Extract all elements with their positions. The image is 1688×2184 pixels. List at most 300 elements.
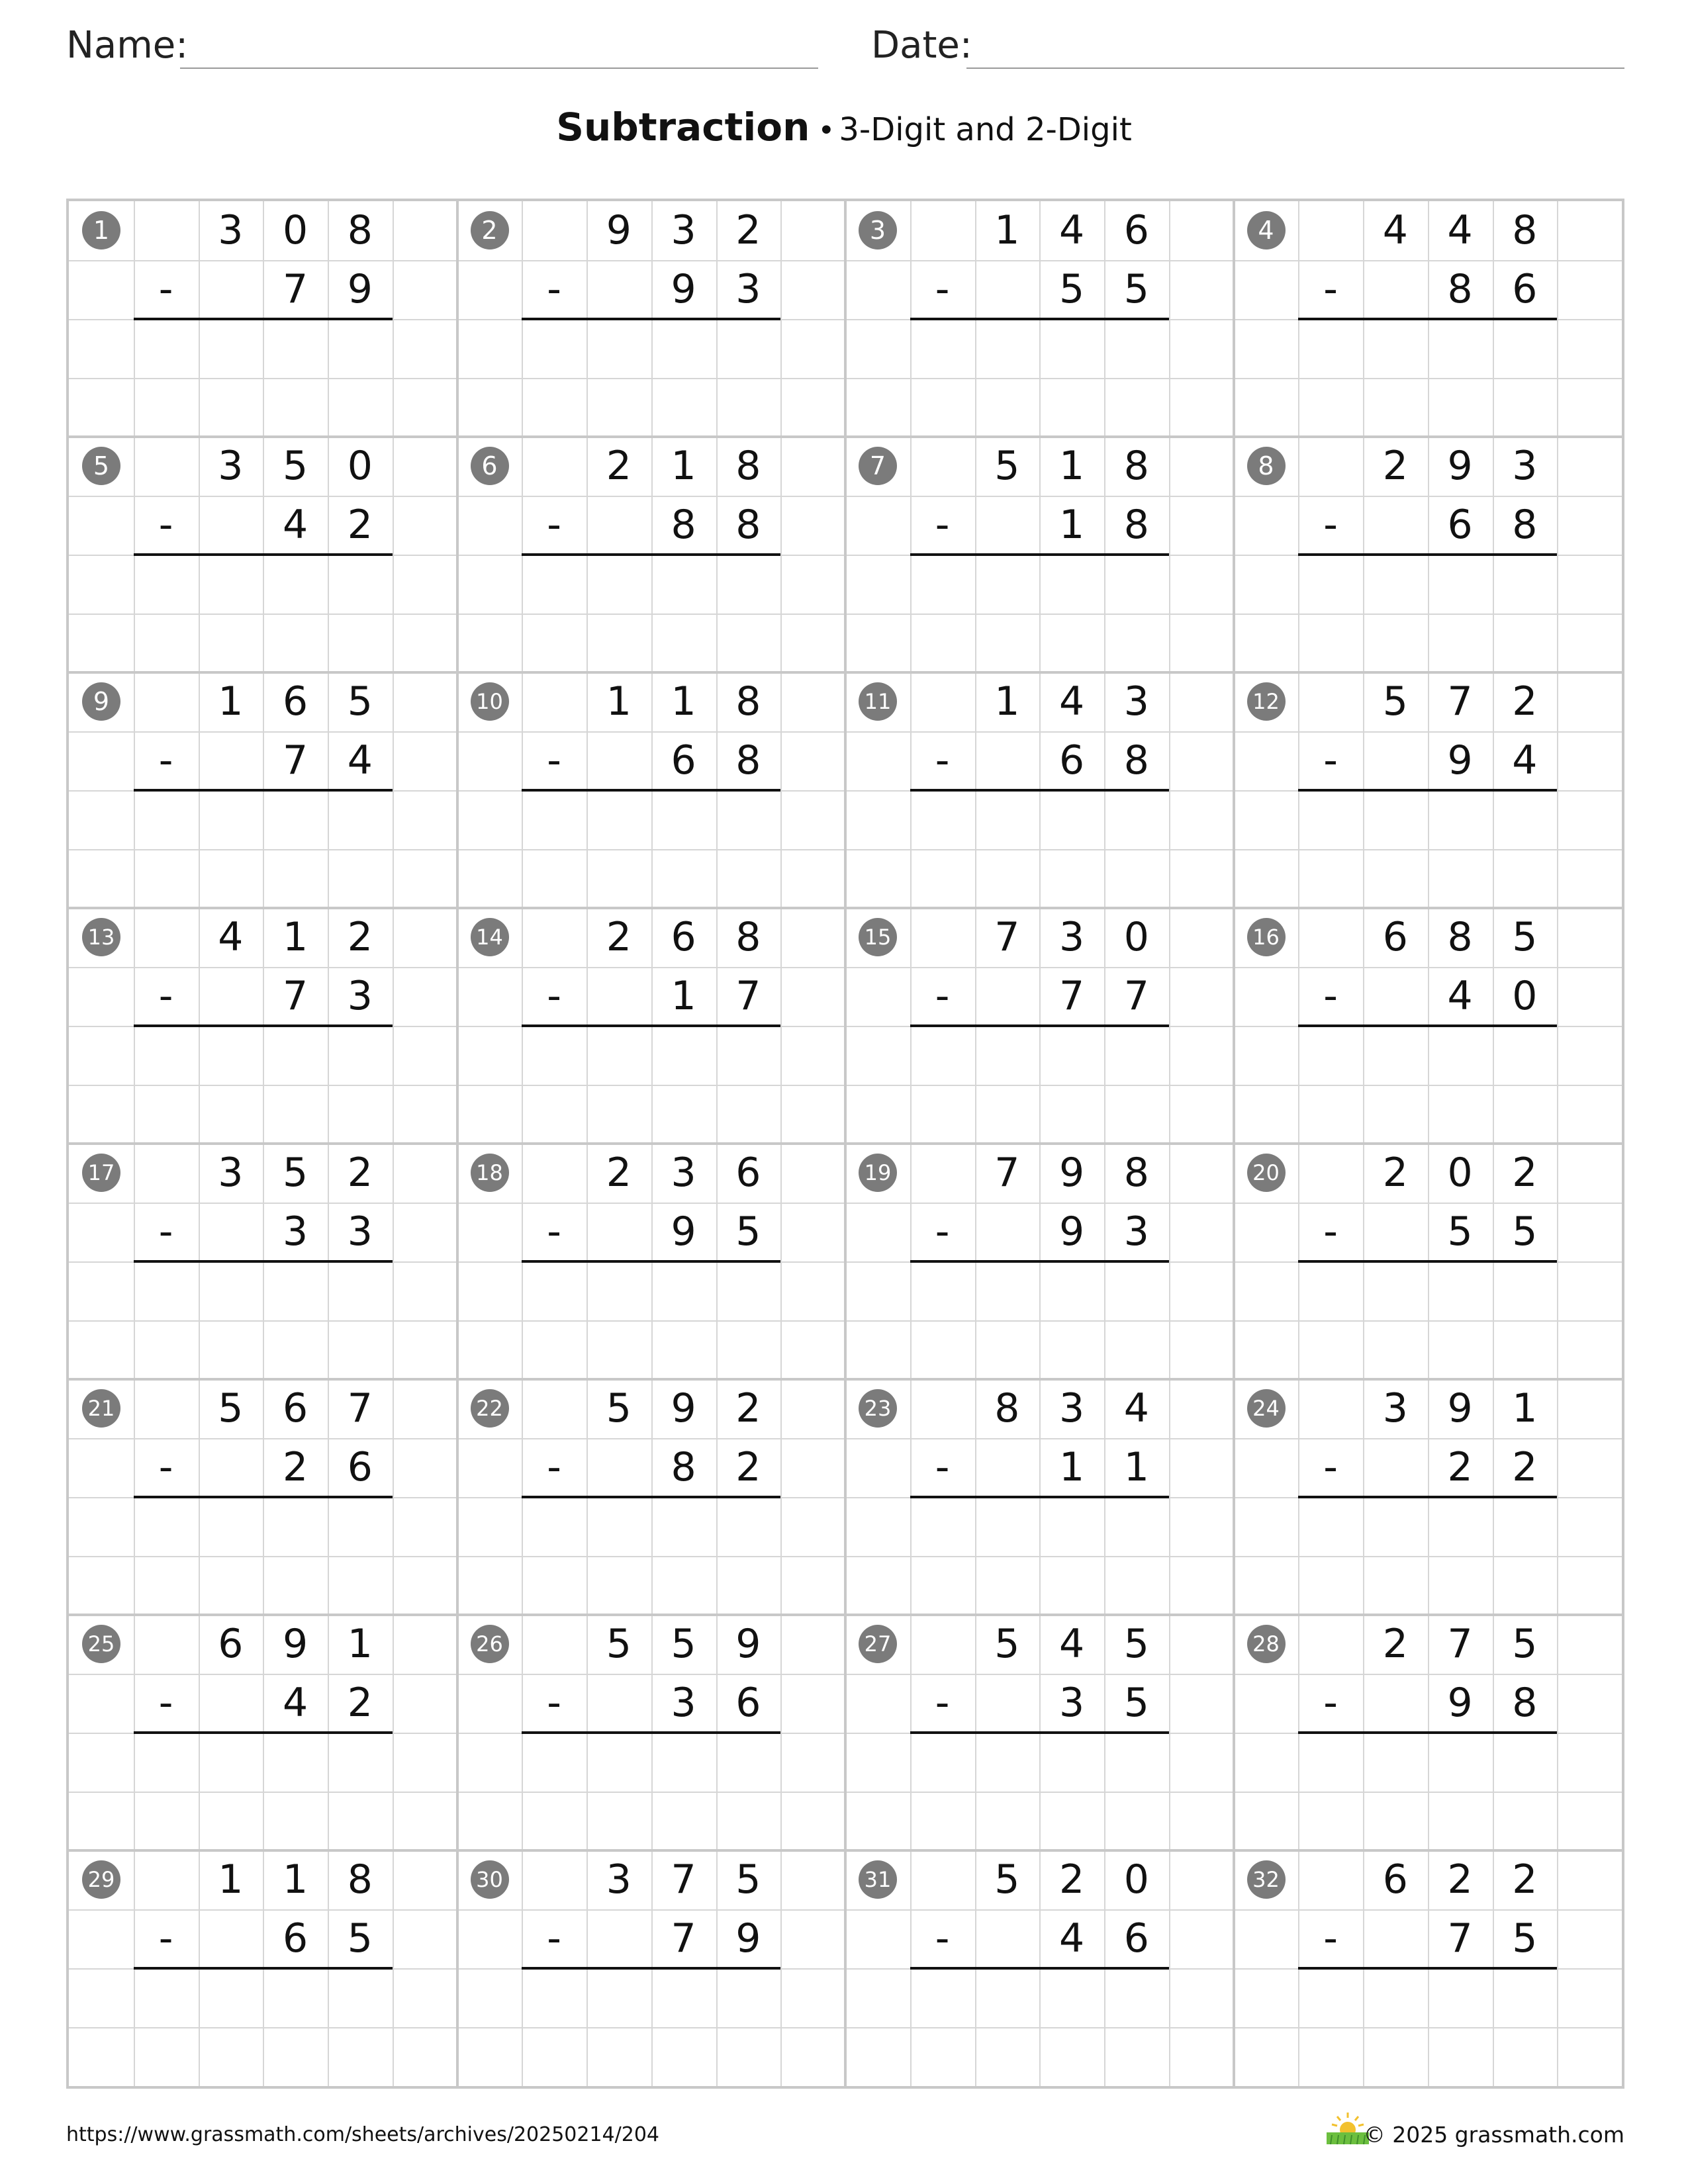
worksheet-title [0, 105, 1688, 150]
problem-number-badge: 19 [859, 1154, 897, 1192]
problem-separator [456, 1379, 459, 1615]
minuend-digit: 6 [735, 1150, 761, 1196]
minuend-digit: 1 [283, 1856, 308, 1903]
minuend-digit: 3 [218, 207, 244, 253]
grid-line [457, 1792, 846, 1793]
problem-separator [456, 1144, 459, 1379]
subtrahend-digit: 7 [1059, 973, 1085, 1019]
problem-separator [1233, 437, 1235, 672]
problem-number-badge: 23 [859, 1389, 897, 1428]
problem-cell [69, 201, 457, 437]
problem-cell [457, 201, 846, 437]
subtrahend-digit: 4 [283, 1680, 308, 1726]
footer-copyright: © 2025 grassmath.com [1363, 2122, 1624, 2148]
problem-separator [844, 1850, 847, 2086]
subtrahend-digit: 2 [735, 1444, 761, 1490]
answer-area[interactable] [1298, 1263, 1557, 1319]
problem-cell [845, 201, 1234, 437]
subtrahend-digit: 8 [1512, 502, 1538, 548]
minuend-digit: 6 [1123, 207, 1149, 253]
minuend-digit: 3 [1382, 1385, 1408, 1432]
minus-sign: - [547, 502, 561, 548]
problem-separator [844, 1379, 847, 1615]
subtrahend-digit: 8 [735, 737, 761, 784]
problem-separator [844, 1615, 847, 1850]
minuend-digit: 5 [735, 1856, 761, 1903]
subtrahend-digit: 1 [671, 973, 696, 1019]
answer-area[interactable] [134, 320, 393, 377]
date-label: Date: [871, 24, 972, 67]
minuend-digit: 3 [1059, 1385, 1085, 1432]
minuend-digit: 9 [606, 207, 632, 253]
grid-line [69, 1320, 457, 1322]
problem-separator [456, 1615, 459, 1850]
problem-separator [844, 672, 847, 908]
problem-cell [69, 908, 457, 1144]
minus-sign: - [158, 1208, 173, 1255]
minuend-digit: 4 [1382, 207, 1408, 253]
problem-cell [457, 1850, 846, 2086]
problem-number-badge: 7 [859, 447, 897, 485]
minuend-digit: 0 [1123, 1856, 1149, 1903]
minuend-digit: 8 [735, 678, 761, 725]
problem-number-badge: 16 [1247, 918, 1286, 956]
minus-sign: - [935, 502, 950, 548]
subtrahend-digit: 2 [347, 1680, 373, 1726]
grid-line [69, 1085, 457, 1086]
answer-area[interactable] [522, 1498, 780, 1555]
answer-area[interactable] [910, 792, 1169, 848]
grid-line [457, 614, 846, 615]
minus-sign: - [935, 1915, 950, 1962]
subtrahend-digit: 1 [1059, 502, 1085, 548]
subtrahend-digit: 1 [1059, 1444, 1085, 1490]
answer-area[interactable] [910, 1498, 1169, 1555]
minus-sign: - [547, 1208, 561, 1255]
minus-sign: - [935, 737, 950, 784]
minuend-digit: 8 [1447, 914, 1473, 960]
minuend-digit: 7 [994, 914, 1020, 960]
minuend-digit: 8 [735, 914, 761, 960]
problem-cell [69, 437, 457, 672]
grid-line [845, 1320, 1234, 1322]
problem-cell [845, 1379, 1234, 1615]
subtrahend-digit: 2 [283, 1444, 308, 1490]
minuend-digit: 2 [1447, 1856, 1473, 1903]
minuend-digit: 5 [1123, 1621, 1149, 1667]
problem-number-badge: 28 [1247, 1625, 1286, 1663]
subtrahend-digit: 6 [1059, 737, 1085, 784]
minuend-digit: 4 [218, 914, 244, 960]
problem-number-badge: 27 [859, 1625, 897, 1663]
answer-area[interactable] [522, 1734, 780, 1790]
problem-number-badge: 17 [82, 1154, 120, 1192]
subtrahend-digit: 3 [347, 973, 373, 1019]
subtrahend-digit: 3 [735, 266, 761, 312]
minuend-digit: 3 [1123, 678, 1149, 725]
problem-separator [456, 437, 459, 672]
minus-sign: - [158, 1915, 173, 1962]
minuend-digit: 5 [994, 443, 1020, 489]
grid-line [457, 2027, 846, 2028]
minus-sign: - [1323, 1208, 1338, 1255]
minuend-digit: 3 [1059, 914, 1085, 960]
minus-sign: - [935, 266, 950, 312]
subtrahend-digit: 9 [1447, 1680, 1473, 1726]
answer-area[interactable] [522, 320, 780, 377]
problem-cell [457, 437, 846, 672]
grid-line [1234, 614, 1622, 615]
minuend-digit: 6 [283, 1385, 308, 1432]
grid-line [69, 614, 457, 615]
grid-line [845, 849, 1234, 850]
grid-line [69, 1792, 457, 1793]
grid-line [1234, 1556, 1622, 1557]
minuend-digit: 3 [606, 1856, 632, 1903]
grid-line [1234, 378, 1622, 379]
minuend-digit: 8 [347, 1856, 373, 1903]
subtrahend-digit: 9 [1059, 1208, 1085, 1255]
problem-number-badge: 14 [471, 918, 509, 956]
problem-cell [69, 1850, 457, 2086]
subtrahend-digit: 3 [347, 1208, 373, 1255]
problem-cell [457, 908, 846, 1144]
problem-cell [1234, 1850, 1622, 2086]
problem-separator [1233, 1144, 1235, 1379]
problem-number-badge: 18 [471, 1154, 509, 1192]
subtrahend-digit: 5 [1123, 266, 1149, 312]
problem-number-badge: 31 [859, 1860, 897, 1899]
date-field-line[interactable] [966, 68, 1624, 69]
subtrahend-digit: 7 [1447, 1915, 1473, 1962]
minuend-digit: 6 [1382, 914, 1408, 960]
problem-cell [69, 1379, 457, 1615]
problem-number-badge: 20 [1247, 1154, 1286, 1192]
problem-number-badge: 10 [471, 682, 509, 721]
answer-area[interactable] [134, 1263, 393, 1319]
problem-separator [1233, 201, 1235, 437]
problem-separator [456, 672, 459, 908]
minuend-digit: 6 [671, 914, 696, 960]
minuend-digit: 7 [1447, 1621, 1473, 1667]
minuend-digit: 2 [1059, 1856, 1085, 1903]
minus-sign: - [158, 266, 173, 312]
subtrahend-digit: 7 [1123, 973, 1149, 1019]
minuend-digit: 5 [283, 1150, 308, 1196]
minus-sign: - [547, 1444, 561, 1490]
answer-area[interactable] [1298, 1734, 1557, 1790]
answer-area[interactable] [134, 1734, 393, 1790]
problem-cell [69, 1144, 457, 1379]
problem-cell [845, 437, 1234, 672]
minuend-digit: 9 [671, 1385, 696, 1432]
minuend-digit: 4 [1447, 207, 1473, 253]
grid-line [845, 1792, 1234, 1793]
minus-sign: - [1323, 1444, 1338, 1490]
minuend-digit: 2 [1382, 1621, 1408, 1667]
problem-number-badge: 12 [1247, 682, 1286, 721]
minuend-digit: 5 [606, 1621, 632, 1667]
problem-cell [845, 672, 1234, 908]
subtrahend-digit: 9 [347, 266, 373, 312]
grid-line [457, 378, 846, 379]
problem-cell [457, 1615, 846, 1850]
minuend-digit: 0 [283, 207, 308, 253]
problem-separator [844, 201, 847, 437]
subtrahend-digit: 0 [1512, 973, 1538, 1019]
minuend-digit: 9 [1447, 443, 1473, 489]
answer-area[interactable] [1298, 1498, 1557, 1555]
minuend-digit: 2 [1512, 678, 1538, 725]
subtrahend-digit: 8 [671, 502, 696, 548]
subtrahend-digit: 7 [283, 266, 308, 312]
minus-sign: - [1323, 973, 1338, 1019]
subtrahend-digit: 3 [1059, 1680, 1085, 1726]
problem-separator [844, 437, 847, 672]
minus-sign: - [547, 266, 561, 312]
problem-number-badge: 30 [471, 1860, 509, 1899]
subtrahend-digit: 4 [1447, 973, 1473, 1019]
answer-area[interactable] [522, 556, 780, 612]
grid-line [457, 1556, 846, 1557]
minuend-digit: 5 [671, 1621, 696, 1667]
grid-line [457, 849, 846, 850]
grid-line [1234, 849, 1622, 850]
problem-number-badge: 6 [471, 447, 509, 485]
problem-cell [457, 672, 846, 908]
minuend-digit: 9 [1059, 1150, 1085, 1196]
subtrahend-digit: 6 [671, 737, 696, 784]
subtrahend-digit: 2 [347, 502, 373, 548]
answer-area[interactable] [1298, 1970, 1557, 2026]
problem-number-badge: 3 [859, 211, 897, 250]
footer-url: https://www.grassmath.com/sheets/archives/20250214/204 [66, 2123, 660, 2146]
problem-cell [1234, 201, 1622, 437]
problem-number-badge: 25 [82, 1625, 120, 1663]
grid-line [1234, 2027, 1622, 2028]
answer-area[interactable] [134, 1498, 393, 1555]
subtrahend-digit: 6 [1123, 1915, 1149, 1962]
problem-separator [844, 1144, 847, 1379]
minuend-digit: 9 [283, 1621, 308, 1667]
minuend-digit: 2 [735, 207, 761, 253]
minus-sign: - [547, 973, 561, 1019]
problem-separator [1233, 908, 1235, 1144]
grid-line [845, 1556, 1234, 1557]
subtrahend-digit: 6 [1447, 502, 1473, 548]
problem-cell [69, 672, 457, 908]
problem-number-badge: 15 [859, 918, 897, 956]
grid-line [845, 378, 1234, 379]
answer-area[interactable] [522, 792, 780, 848]
problem-number-badge: 5 [82, 447, 120, 485]
title-main: Subtraction [556, 105, 810, 150]
subtrahend-digit: 5 [347, 1915, 373, 1962]
grid-line [845, 2027, 1234, 2028]
problem-cell [1234, 1615, 1622, 1850]
problem-number-badge: 8 [1247, 447, 1286, 485]
problem-cell [69, 1615, 457, 1850]
minuend-digit: 3 [218, 443, 244, 489]
answer-area[interactable] [910, 1027, 1169, 1083]
problem-cell [1234, 908, 1622, 1144]
problem-cell [845, 908, 1234, 1144]
problem-number-badge: 9 [82, 682, 120, 721]
minuend-digit: 9 [735, 1621, 761, 1667]
minuend-digit: 1 [994, 678, 1020, 725]
subtrahend-digit: 5 [1059, 266, 1085, 312]
subtrahend-digit: 8 [671, 1444, 696, 1490]
minuend-digit: 1 [218, 678, 244, 725]
minuend-digit: 8 [347, 207, 373, 253]
minuend-digit: 2 [606, 1150, 632, 1196]
minuend-digit: 7 [1447, 678, 1473, 725]
minuend-digit: 8 [735, 443, 761, 489]
minuend-digit: 2 [347, 1150, 373, 1196]
minuend-digit: 2 [1512, 1150, 1538, 1196]
minuend-digit: 8 [1512, 207, 1538, 253]
subtrahend-digit: 5 [1512, 1208, 1538, 1255]
subtrahend-digit: 4 [1512, 737, 1538, 784]
minus-sign: - [158, 1444, 173, 1490]
answer-area[interactable] [134, 1027, 393, 1083]
subtrahend-digit: 4 [347, 737, 373, 784]
minuend-digit: 8 [994, 1385, 1020, 1432]
answer-area[interactable] [1298, 320, 1557, 377]
minuend-digit: 2 [1382, 443, 1408, 489]
problem-number-badge: 22 [471, 1389, 509, 1428]
subtrahend-digit: 8 [1123, 737, 1149, 784]
minuend-digit: 5 [606, 1385, 632, 1432]
grid-line [1234, 1085, 1622, 1086]
minuend-digit: 5 [218, 1385, 244, 1432]
problem-separator [844, 908, 847, 1144]
minus-sign: - [1323, 737, 1338, 784]
problem-separator [456, 908, 459, 1144]
name-field-line[interactable] [180, 68, 818, 69]
subtrahend-digit: 6 [735, 1680, 761, 1726]
subtrahend-digit: 3 [671, 1680, 696, 1726]
subtrahend-digit: 9 [671, 1208, 696, 1255]
answer-area[interactable] [1298, 556, 1557, 612]
minus-sign: - [935, 1208, 950, 1255]
subtrahend-digit: 5 [1123, 1680, 1149, 1726]
grid-line [69, 1556, 457, 1557]
minus-sign: - [158, 1680, 173, 1726]
answer-area[interactable] [910, 1263, 1169, 1319]
subtrahend-digit: 7 [735, 973, 761, 1019]
problem-separator [1233, 1379, 1235, 1615]
grid-line [1234, 1792, 1622, 1793]
problem-cell [845, 1144, 1234, 1379]
minuend-digit: 1 [218, 1856, 244, 1903]
subtrahend-digit: 9 [735, 1915, 761, 1962]
answer-area[interactable] [522, 1970, 780, 2026]
title-subtitle: 3-Digit and 2-Digit [839, 111, 1132, 148]
minuend-digit: 5 [1512, 1621, 1538, 1667]
problem-cell [845, 1850, 1234, 2086]
problem-number-badge: 11 [859, 682, 897, 721]
subtrahend-digit: 7 [283, 973, 308, 1019]
answer-area[interactable] [134, 556, 393, 612]
minuend-digit: 2 [606, 914, 632, 960]
minuend-digit: 3 [671, 1150, 696, 1196]
subtrahend-digit: 2 [1512, 1444, 1538, 1490]
minuend-digit: 5 [283, 443, 308, 489]
title-separator: • [818, 114, 835, 148]
minus-sign: - [158, 737, 173, 784]
problem-cell [1234, 437, 1622, 672]
answer-area[interactable] [522, 1263, 780, 1319]
minuend-digit: 4 [1059, 207, 1085, 253]
minus-sign: - [547, 737, 561, 784]
problem-cell [1234, 672, 1622, 908]
answer-area[interactable] [522, 1027, 780, 1083]
minus-sign: - [158, 973, 173, 1019]
minuend-digit: 0 [1123, 914, 1149, 960]
minuend-digit: 8 [1123, 443, 1149, 489]
minuend-digit: 2 [1382, 1150, 1408, 1196]
minus-sign: - [935, 973, 950, 1019]
subtrahend-digit: 7 [671, 1915, 696, 1962]
problem-number-badge: 29 [82, 1860, 120, 1899]
answer-area[interactable] [910, 1970, 1169, 2026]
problem-separator [1233, 1615, 1235, 1850]
minuend-digit: 2 [347, 914, 373, 960]
answer-area[interactable] [1298, 792, 1557, 848]
minuend-digit: 4 [1123, 1385, 1149, 1432]
minuend-digit: 1 [283, 914, 308, 960]
subtrahend-digit: 5 [1447, 1208, 1473, 1255]
minuend-digit: 6 [283, 678, 308, 725]
minuend-digit: 1 [347, 1621, 373, 1667]
subtrahend-digit: 2 [1447, 1444, 1473, 1490]
minuend-digit: 7 [671, 1856, 696, 1903]
grid-line [69, 378, 457, 379]
problem-number-badge: 24 [1247, 1389, 1286, 1428]
problem-cell [457, 1144, 846, 1379]
minuend-digit: 1 [606, 678, 632, 725]
answer-area[interactable] [134, 1970, 393, 2026]
minuend-digit: 5 [1382, 678, 1408, 725]
minuend-digit: 8 [1123, 1150, 1149, 1196]
subtrahend-digit: 8 [735, 502, 761, 548]
minuend-digit: 3 [671, 207, 696, 253]
minus-sign: - [1323, 1680, 1338, 1726]
minuend-digit: 7 [994, 1150, 1020, 1196]
subtrahend-digit: 9 [1447, 737, 1473, 784]
grid-line [69, 849, 457, 850]
answer-area[interactable] [134, 792, 393, 848]
problem-separator [1233, 1850, 1235, 2086]
minus-sign: - [547, 1915, 561, 1962]
minuend-digit: 4 [1059, 1621, 1085, 1667]
answer-area[interactable] [1298, 1027, 1557, 1083]
answer-area[interactable] [910, 320, 1169, 377]
answer-area[interactable] [910, 1734, 1169, 1790]
problem-cell [1234, 1379, 1622, 1615]
problem-separator [1233, 672, 1235, 908]
minuend-digit: 9 [1447, 1385, 1473, 1432]
subtrahend-digit: 3 [283, 1208, 308, 1255]
problem-cell [845, 1615, 1234, 1850]
problem-number-badge: 13 [82, 918, 120, 956]
minuend-digit: 2 [735, 1385, 761, 1432]
answer-area[interactable] [910, 556, 1169, 612]
minuend-digit: 1 [1512, 1385, 1538, 1432]
grid-line [457, 1085, 846, 1086]
minus-sign: - [158, 502, 173, 548]
